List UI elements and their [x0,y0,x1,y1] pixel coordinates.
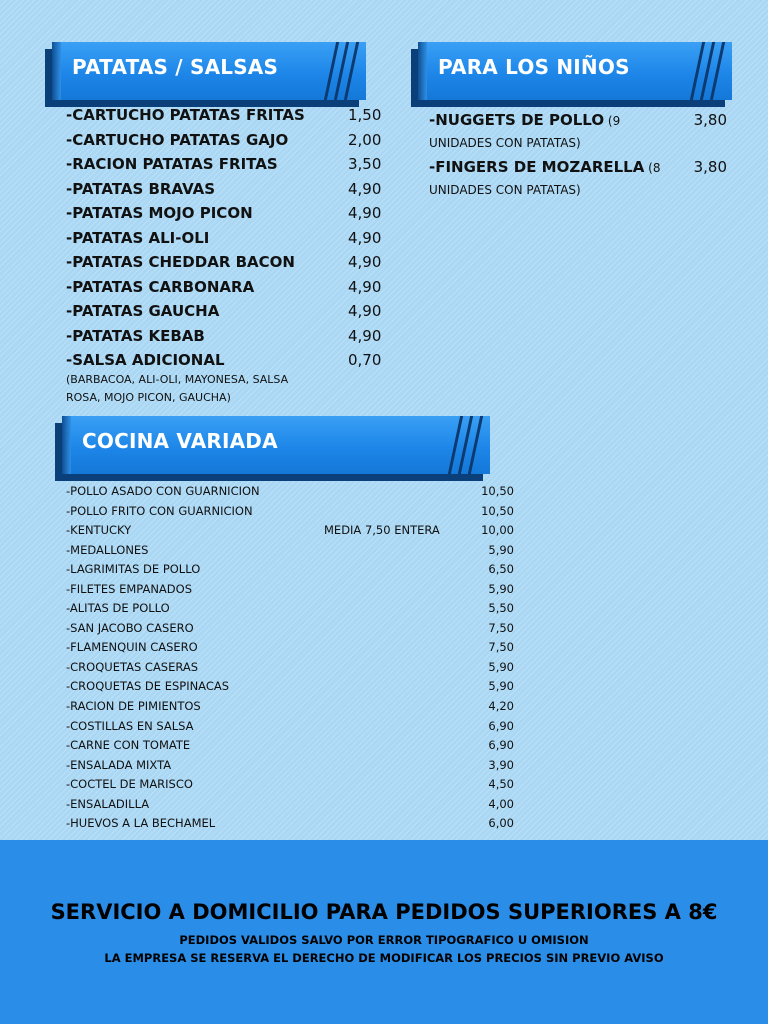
menu-item [66,816,514,836]
item-price: 10,50 [481,503,514,518]
ninos-list [429,110,727,204]
menu-item [66,106,386,131]
item-price: 7,50 [488,640,514,655]
item-price: 3,90 [488,757,514,772]
cocina-title: COCINA VARIADA [82,429,278,453]
menu-item [66,278,386,303]
menu-item [66,679,514,699]
ninos-banner [418,42,732,100]
item-name: -KENTUCKY [66,523,132,538]
menu-item [66,253,386,278]
item-price: 4,90 [348,302,382,320]
menu-item [66,738,514,758]
item-extra: MEDIA 7,50 ENTERA [324,523,440,538]
item-name: -COCTEL DE MARISCO [66,777,193,792]
menu-item [66,523,514,543]
item-name: -RACION DE PIMIENTOS [66,699,201,714]
item-name: -PATATAS BRAVAS [66,179,216,198]
item-description: (9 UNIDADES CON PATATAS) [429,114,621,150]
item-name: -ALITAS DE POLLO [66,601,170,616]
item-name: -MEDALLONES [66,542,149,557]
item-name: -PATATAS KEBAB [66,326,205,345]
menu-item [66,327,386,352]
menu-item [66,640,514,660]
menu-item [66,797,514,817]
menu-item [66,204,386,229]
patatas-title: PATATAS / SALSAS [72,55,279,79]
banner-stripes [448,416,484,474]
item-price: 0,70 [348,351,382,369]
item-name: -HUEVOS A LA BECHAMEL [66,816,216,831]
disclaimer-line-1: PEDIDOS VALIDOS SALVO POR ERROR TIPOGRAFICO U OMISION [179,933,589,947]
item-name: -PATATAS CHEDDAR BACON [66,253,295,271]
menu-item [66,484,514,504]
banner-stripes [324,42,360,100]
menu-item [66,660,514,680]
menu-item [66,582,514,602]
delivery-headline: SERVICIO A DOMICILIO PARA PEDIDOS SUPERIORES A 8€ [50,900,718,924]
menu-item [66,777,514,797]
item-name: -FINGERS DE MOZARELLA [429,158,645,176]
item-name: -CARTUCHO PATATAS FRITAS [66,106,305,124]
item-name: -ENSALADA MIXTA [66,757,172,772]
item-price: 6,50 [488,562,514,577]
sauce-note: (BARBACOA, ALI-OLI, MAYONESA, SALSA ROSA, MOJO PICON, GAUCHA) [66,373,289,404]
item-name: -CROQUETAS DE ESPINACAS [66,679,230,694]
item-price: 4,90 [348,228,382,247]
menu-item [66,302,386,327]
patatas-list [66,106,386,376]
menu-item [66,155,386,180]
patatas-banner [52,42,366,100]
ninos-title: PARA LOS NIÑOS [438,55,630,79]
item-price: 1,50 [348,106,382,124]
item-price: 3,50 [348,155,382,173]
item-price: 4,90 [348,277,382,296]
item-name: -ENSALADILLA [66,796,150,811]
item-price: 7,50 [488,620,514,635]
item-price: 5,90 [488,679,514,694]
item-price: 5,90 [488,542,514,557]
banner-stripes [690,42,726,100]
item-price: 4,50 [488,777,514,792]
item-price: 10,00 [481,523,514,538]
item-name: -SALSA ADICIONAL [66,351,225,369]
item-price: 4,90 [348,204,382,222]
menu-item [66,229,386,254]
item-name: -CARTUCHO PATATAS GAJO [66,130,289,149]
menu-item [66,131,386,156]
item-description: (8 UNIDADES CON PATATAS) [429,161,661,197]
item-name: -PATATAS MOJO PICON [66,204,253,222]
item-price: 5,90 [488,659,514,674]
item-price: 4,20 [488,699,514,714]
item-price: 4,90 [348,253,382,271]
item-price: 6,00 [488,816,514,831]
item-name: -COSTILLAS EN SALSA [66,718,194,733]
cocina-list [66,484,514,836]
menu-item [429,157,727,201]
item-name: -CARNE CON TOMATE [66,738,191,753]
item-price: 2,00 [348,130,382,149]
cocina-banner [62,416,490,474]
item-price: 4,00 [488,796,514,811]
item-price: 6,90 [488,718,514,733]
menu-item [66,562,514,582]
delivery-footer [0,840,768,1024]
item-price: 3,80 [693,158,727,176]
menu-item [66,180,386,205]
item-price: 10,50 [481,484,514,498]
item-name: -NUGGETS DE POLLO [429,111,605,129]
item-price: 3,80 [693,111,727,129]
menu-item [429,110,727,154]
item-name: -PATATAS CARBONARA [66,277,255,296]
item-name: -PATATAS GAUCHA [66,302,220,320]
menu-item [66,719,514,739]
item-price: 4,90 [348,326,382,345]
menu-item [66,504,514,524]
item-name: -SAN JACOBO CASERO [66,620,194,635]
menu-item [66,543,514,563]
item-name: -POLLO FRITO CON GUARNICION [66,503,253,518]
item-name: -FLAMENQUIN CASERO [66,640,198,655]
disclaimer-line-2: LA EMPRESA SE RESERVA EL DERECHO DE MODIFICAR LOS PRECIOS SIN PREVIO AVISO [104,951,664,965]
item-price: 6,90 [488,738,514,753]
item-price: 4,90 [348,179,382,198]
item-name: -CROQUETAS CASERAS [66,659,199,674]
menu-item [66,601,514,621]
menu-item [66,699,514,719]
item-name: -FILETES EMPANADOS [66,581,193,596]
item-name: -PATATAS ALI-OLI [66,228,210,247]
item-name: -LAGRIMITAS DE POLLO [66,562,201,577]
menu-item [66,758,514,778]
item-price: 5,90 [488,581,514,596]
item-name: -RACION PATATAS FRITAS [66,155,278,173]
menu-item [66,621,514,641]
item-name: -POLLO ASADO CON GUARNICION [66,484,260,498]
item-price: 5,50 [488,601,514,616]
